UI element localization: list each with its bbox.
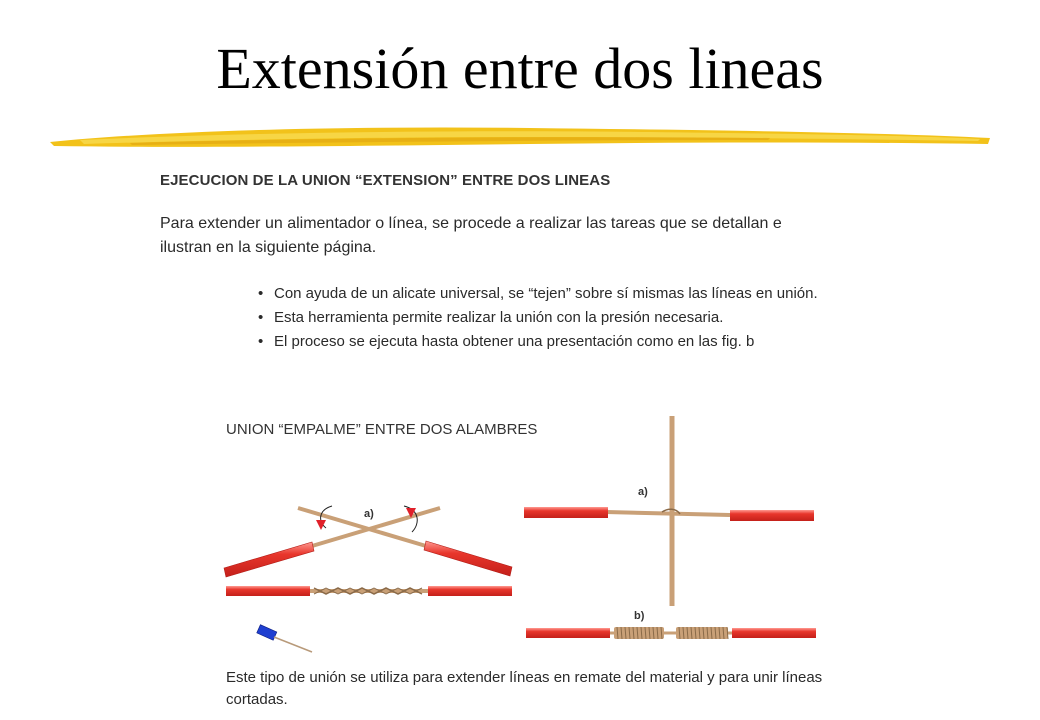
pliers-icon [257,625,312,652]
right-figure-a [524,416,814,606]
bullet-icon: • [258,333,264,350]
page-title: Extensión entre dos lineas [216,36,824,101]
insulated-wire [424,541,512,576]
figure-heading: UNION “EMPALME” ENTRE DOS ALAMBRES [226,421,538,438]
insulated-wire [732,628,816,638]
insulated-wire [526,628,610,638]
bullet-icon: • [258,309,264,326]
copper-wire [312,508,440,546]
section-heading: EJECUCION DE LA UNION “EXTENSION” ENTRE DOS LINEAS [160,172,611,189]
left-figure-twisted [226,586,512,596]
copper-wire [298,508,426,546]
closing-paragraph: Este tipo de unión se utiliza para extender líneas en remate del material y para unir líneas cortadas. [226,669,823,708]
arrow-head-icon [316,520,326,530]
insulated-wire [224,542,314,577]
insulated-wire [428,586,512,596]
bullet-icon: • [258,285,264,302]
right-figure-b [526,610,816,639]
left-figure-a [224,506,512,577]
copper-wire [606,512,730,515]
bullet-text: Con ayuda de un alicate universal, se “tejen” sobre sí mismas las líneas en unión. [274,285,818,302]
figure-label: b) [634,610,645,622]
insulated-wire [730,510,814,521]
insulated-wire [226,586,310,596]
bullet-text: El proceso se ejecuta hasta obtener una presentación como en las fig. b [274,333,755,350]
intro-paragraph: Para extender un alimentador o línea, se procede a realizar las tareas que se detallan e ilustran en la siguiente página. [160,215,782,256]
bullet-text: Esta herramienta permite realizar la unión con la presión necesaria. [274,309,724,326]
figure-label: a) [638,486,648,498]
figure-label: a) [364,508,374,520]
insulated-wire [524,507,608,518]
